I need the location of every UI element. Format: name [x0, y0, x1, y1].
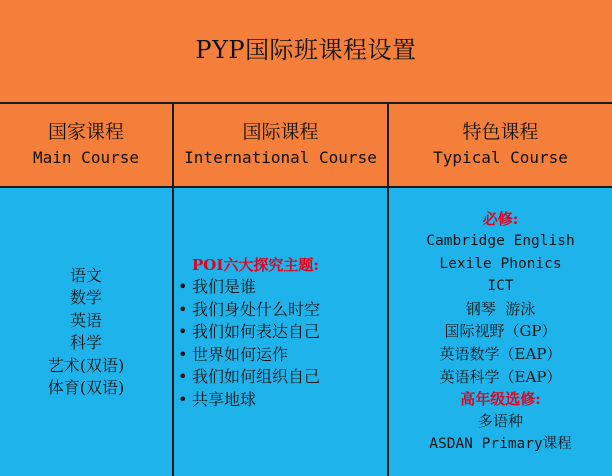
- bullet-icon: •: [178, 277, 188, 296]
- required-item: Cambridge English: [426, 233, 575, 249]
- title-bar: [0, 0, 612, 104]
- bullet-icon: •: [178, 389, 188, 409]
- list-item-label: 世界如何运作: [192, 344, 289, 364]
- elective-item: ASDAN Primary课程: [429, 435, 572, 452]
- elective-label: 高年级选修:: [460, 390, 541, 409]
- list-item-label: 我们如何组织自己: [192, 367, 321, 386]
- required-item: 钢琴 游泳: [465, 299, 536, 318]
- bullet-icon: •: [178, 344, 188, 364]
- list-item: [178, 344, 387, 367]
- main-course-list: [0, 188, 172, 476]
- header-international-course-en: International Course: [184, 148, 377, 167]
- international-course-list: [172, 188, 387, 476]
- main-course-item: 艺术(双语): [47, 355, 125, 375]
- main-course-item: 英语: [69, 310, 102, 330]
- required-item: 英语科学（EAP）: [439, 367, 562, 386]
- typical-course-list: [387, 188, 612, 476]
- elective-item: 多语种: [477, 412, 523, 431]
- list-item: [178, 321, 387, 344]
- list-item-label: 我们如何表达自己: [192, 322, 321, 341]
- header-typical-course: [387, 104, 612, 186]
- required-item: ICT: [487, 278, 514, 295]
- header-main-course-cn: 国家课程: [47, 121, 124, 143]
- body-row: [0, 188, 612, 476]
- required-item: 国际视野（GP）: [444, 322, 557, 341]
- required-label: 必修:: [482, 210, 519, 228]
- header-typical-course-cn: 特色课程: [462, 121, 539, 143]
- list-item-label: 共享地球: [192, 389, 257, 409]
- list-item-label: 我们身处什么时空: [192, 299, 321, 319]
- header-main-course: [0, 104, 172, 186]
- header-main-course-en: Main Course: [33, 148, 139, 167]
- bullet-icon: •: [178, 299, 188, 319]
- poi-heading: POI六大探究主题:: [192, 256, 319, 274]
- list-item: [178, 366, 387, 389]
- required-item: Lexile Phonics: [439, 255, 562, 272]
- list-item: [178, 276, 387, 299]
- header-typical-course-en: Typical Course: [433, 148, 568, 167]
- header-international-course-cn: 国际课程: [242, 121, 319, 143]
- list-item: [178, 389, 387, 412]
- header-international-course: [172, 104, 387, 186]
- page-title: PYP国际班课程设置: [195, 35, 417, 64]
- main-course-item: 体育(双语): [47, 378, 125, 397]
- main-course-item: 科学: [69, 333, 102, 352]
- list-item: [178, 299, 387, 322]
- main-course-item: 数学: [69, 288, 102, 307]
- bullet-icon: •: [178, 367, 188, 386]
- list-item-label: 我们是谁: [192, 277, 257, 296]
- bullet-icon: •: [178, 322, 188, 341]
- header-row: [0, 104, 612, 188]
- required-item: 英语数学（EAP）: [439, 344, 562, 363]
- main-course-item: 语文: [69, 265, 102, 285]
